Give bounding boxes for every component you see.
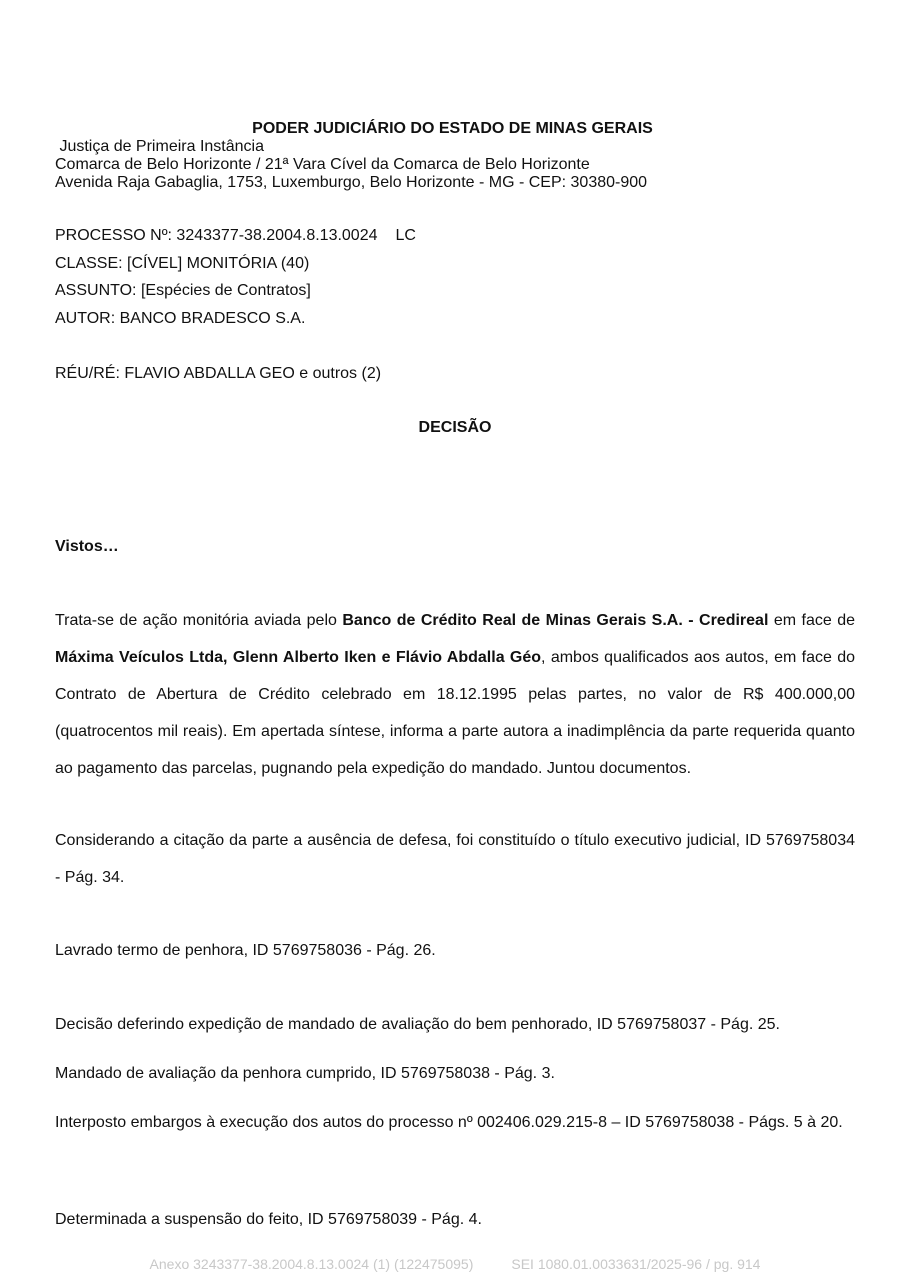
p1-plaintiff-name: Banco de Crédito Real de Minas Gerais S.A. - Credireal xyxy=(342,612,769,629)
page-footer xyxy=(0,1256,910,1272)
p1-text-c: em face de xyxy=(768,612,855,629)
court-instance: Justiça de Primeira Instância xyxy=(55,138,264,155)
paragraph-decisao-avaliacao: Decisão deferindo expedição de mandado de avaliação do bem penhorado, ID 5769758037 - Pág. 25. xyxy=(55,1016,780,1033)
p1-text-a: Trata-se de ação monitória aviada pelo xyxy=(55,612,343,629)
paragraph-penhora: Lavrado termo de penhora, ID 5769758036 - Pág. 26. xyxy=(55,942,436,959)
court-title: PODER JUDICIÁRIO DO ESTADO DE MINAS GERAIS xyxy=(252,120,653,137)
case-number-line xyxy=(55,226,416,245)
footer-sei-ref: SEI 1080.01.0033631/2025-96 / pg. 914 xyxy=(511,1256,761,1272)
paragraph-embargos: Interposto embargos à execução dos autos do processo nº 002406.029.215-8 – ID 5769758038 - Págs. 5 à 20. xyxy=(55,1114,843,1131)
court-comarca: Comarca de Belo Horizonte / 21ª Vara Cível da Comarca de Belo Horizonte xyxy=(55,156,590,173)
footer-annex-ref: Anexo 3243377-38.2004.8.13.0024 (1) (122475095) xyxy=(149,1256,474,1272)
case-number: PROCESSO Nº: 3243377-38.2004.8.13.0024 xyxy=(55,227,378,244)
vistos-heading: Vistos… xyxy=(55,538,119,555)
case-plaintiff: AUTOR: BANCO BRADESCO S.A. xyxy=(55,310,306,327)
case-number-suffix: LC xyxy=(395,227,416,244)
paragraph-mandado-avaliacao: Mandado de avaliação da penhora cumprido, ID 5769758038 - Pág. 3. xyxy=(55,1065,555,1082)
paragraph-title-executivo: Considerando a citação da parte a ausência de defesa, foi constituído o título executivo judicial, ID 5769758034 - Pág. 34. xyxy=(55,832,855,886)
paragraph-suspensao: Determinada a suspensão do feito, ID 5769758039 - Pág. 4. xyxy=(55,1211,482,1228)
p1-defendant-names: Máxima Veículos Ltda, Glenn Alberto Iken e Flávio Abdalla Géo xyxy=(55,649,542,666)
court-details xyxy=(55,138,647,192)
p1-text-e: , ambos qualificados aos autos, em face do Contrato de Abertura de Crédito celebrado em 18.12.1995 pelas partes, no valor de R$ 400.000,00 (quatrocentos mil reais). Em apertada síntese, informa a parte autora a inadimplência da parte requerida quanto ao pagamento das parcelas, pugnando pela expedição do mandado. Juntou documentos. xyxy=(55,649,856,777)
document-title: DECISÃO xyxy=(418,419,492,436)
court-address: Avenida Raja Gabaglia, 1753, Luxemburgo, Belo Horizonte - MG - CEP: 30380-900 xyxy=(55,174,648,191)
case-class: CLASSE: [CÍVEL] MONITÓRIA (40) xyxy=(55,255,310,272)
case-subject: ASSUNTO: [Espécies de Contratos] xyxy=(55,282,311,299)
paragraph-summary xyxy=(55,602,855,787)
case-defendant: RÉU/RÉ: FLAVIO ABDALLA GEO e outros (2) xyxy=(55,365,382,382)
